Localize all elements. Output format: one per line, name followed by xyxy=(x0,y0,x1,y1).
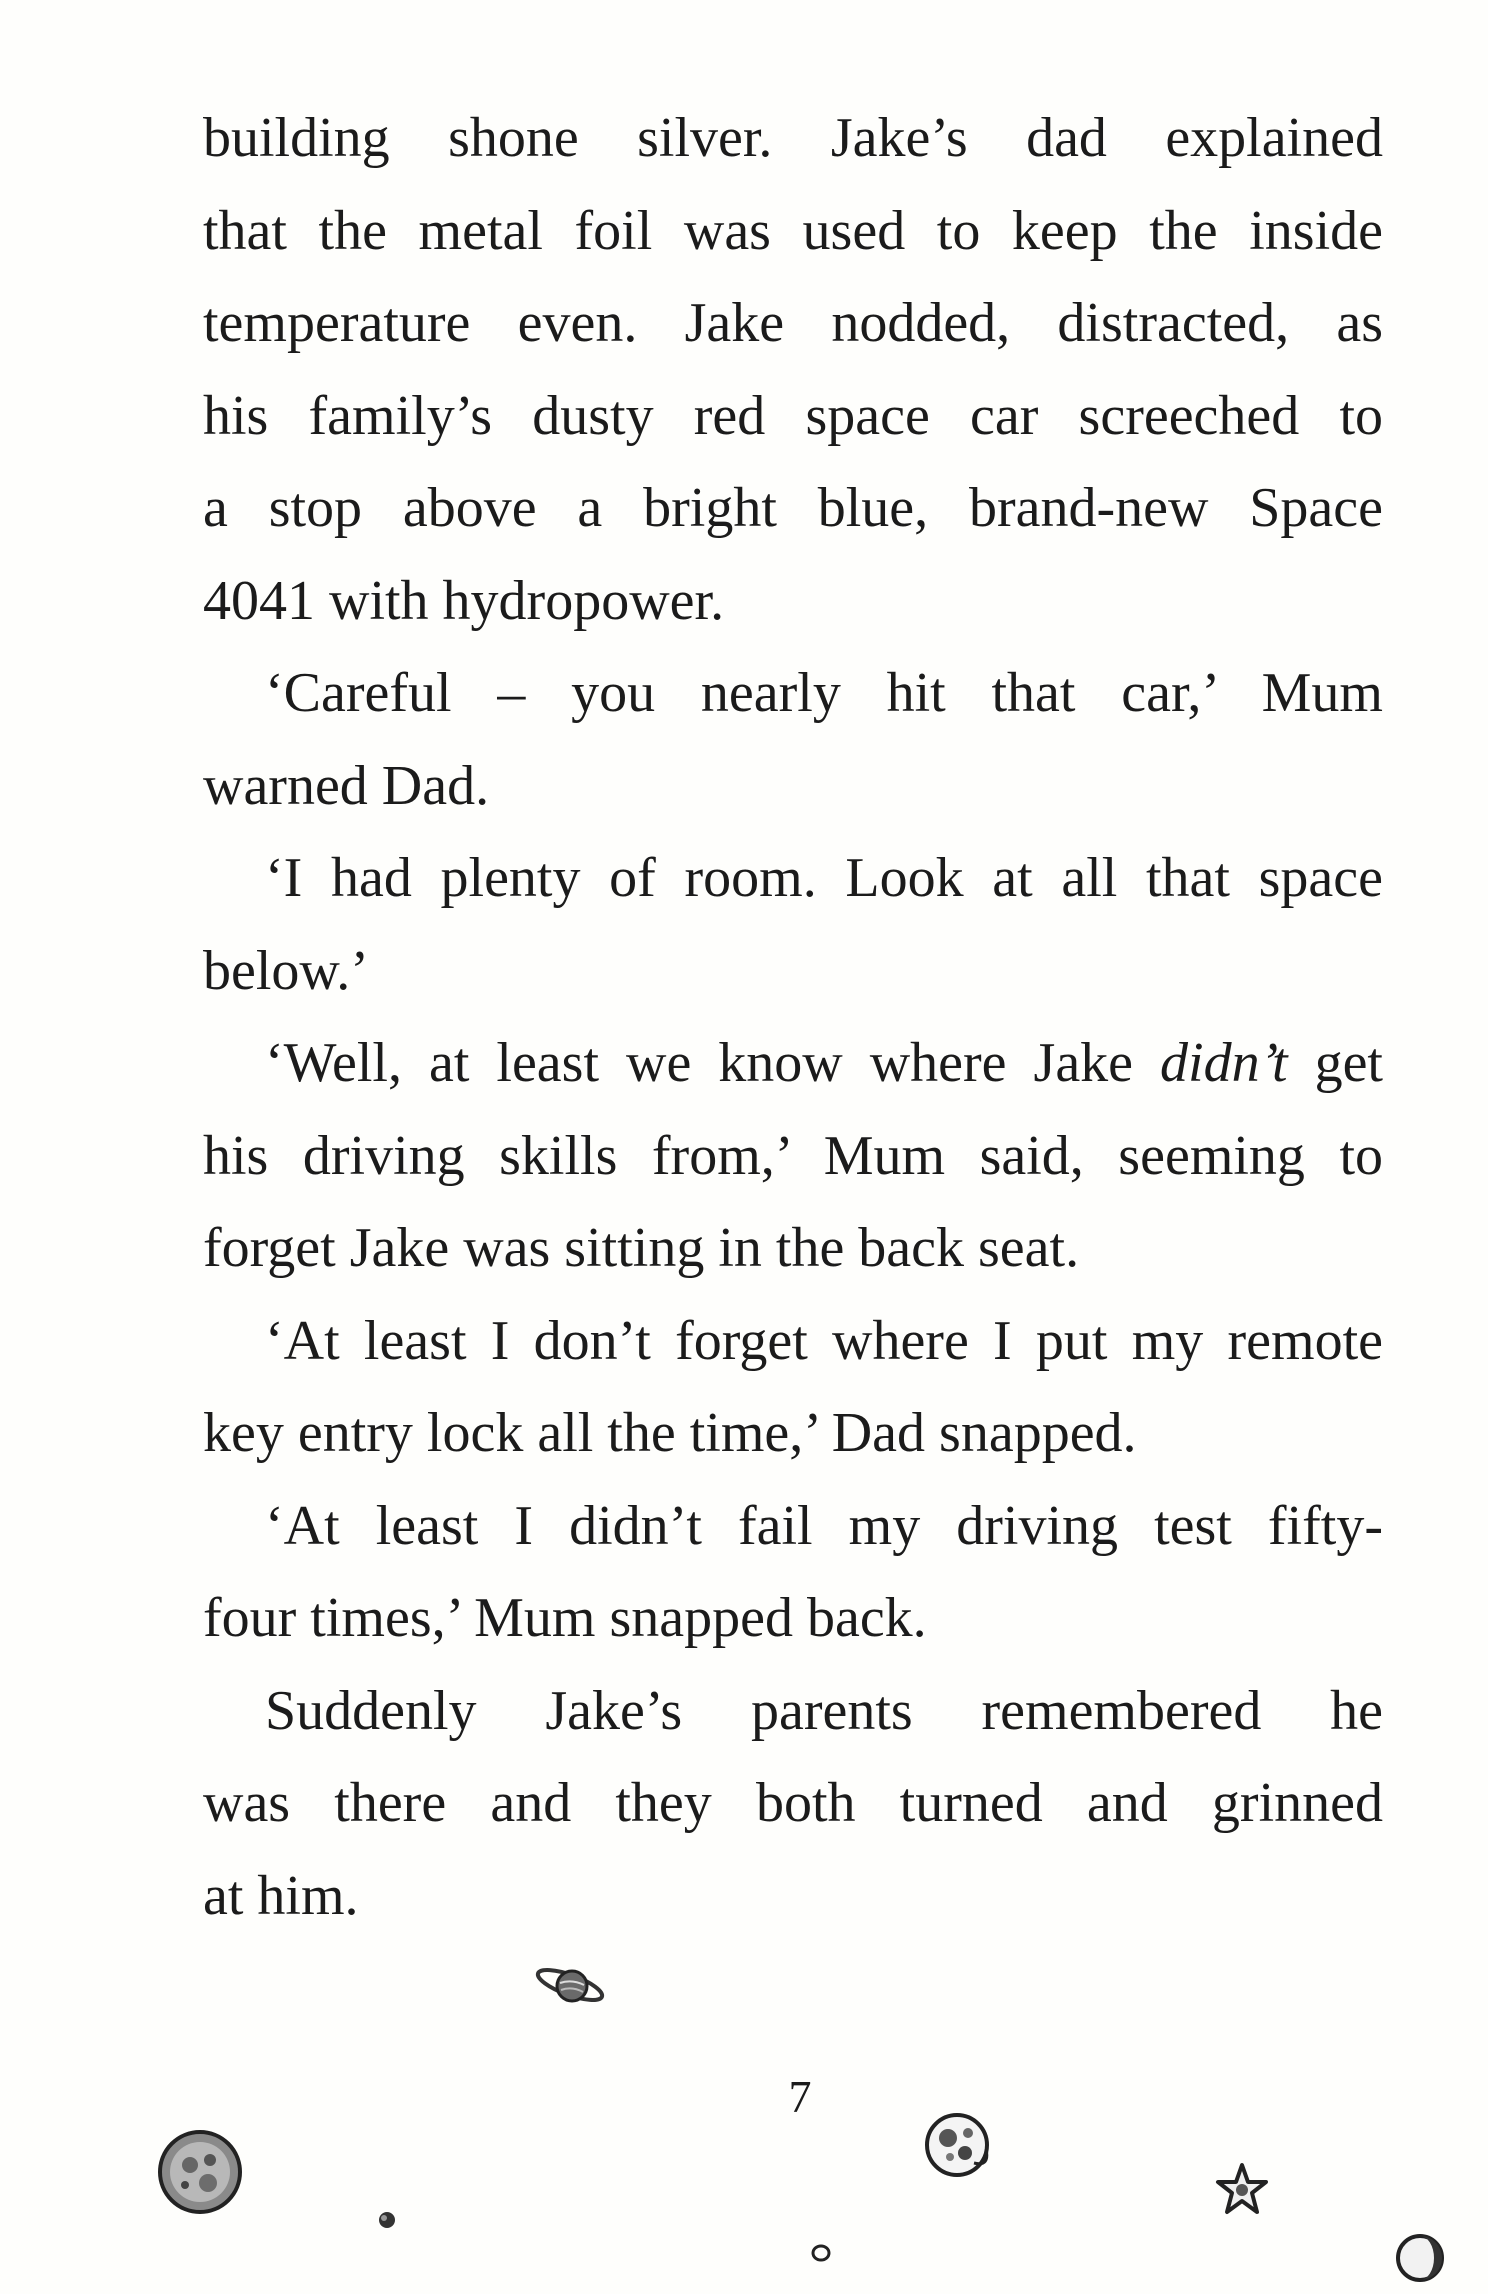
page-number: 7 xyxy=(788,2071,812,2122)
ringed-planet-icon xyxy=(530,1955,610,2015)
text-line: 4041 with hydropower. xyxy=(203,569,725,632)
moon-icon xyxy=(150,2125,250,2220)
text-line: ‘Careful – you nearly hit that car,’ Mum xyxy=(265,662,1383,724)
text-line: four times,’ Mum snapped back. xyxy=(203,1587,927,1649)
text-line: was there and they both turned and grinned xyxy=(203,1772,1383,1834)
text-run: get xyxy=(1287,1032,1383,1094)
text-line: building shone silver. Jake’s dad explained xyxy=(203,107,1383,169)
body-text xyxy=(203,92,1383,1942)
text-line: ‘At least I don’t forget where I put my remote xyxy=(265,1309,1383,1372)
crescent-moon-icon xyxy=(1390,2228,1450,2288)
text-line: that the metal foil was used to keep the inside xyxy=(203,199,1383,262)
small-planet-icon xyxy=(375,2208,399,2232)
text-line: at him. xyxy=(203,1864,359,1927)
text-line: below.’ xyxy=(203,939,369,1002)
paragraph xyxy=(203,92,1383,647)
text-line: his family’s dusty red space car screeched to xyxy=(203,384,1383,447)
cratered-planet-icon xyxy=(912,2105,1002,2185)
paragraph xyxy=(203,832,1383,1017)
text-run: ‘Well, at least we know where Jake xyxy=(265,1032,1161,1094)
star-icon xyxy=(1212,2160,1272,2220)
text-line: ‘At least I didn’t fail my driving test fifty- xyxy=(265,1494,1383,1557)
text-line: his driving skills from,’ Mum said, seeming to xyxy=(203,1124,1383,1187)
paragraph xyxy=(203,1295,1383,1480)
text-line: key entry lock all the time,’ Dad snapped. xyxy=(203,1402,1137,1464)
text-line: warned Dad. xyxy=(203,754,490,817)
text-line: Suddenly Jake’s parents remembered he xyxy=(265,1679,1383,1742)
text-line xyxy=(203,1017,1383,1110)
text-line: ‘I had plenty of room. Look at all that space xyxy=(265,847,1383,909)
paragraph xyxy=(203,1665,1383,1943)
paragraph xyxy=(203,647,1383,832)
text-line: a stop above a bright blue, brand-new Space xyxy=(203,477,1383,539)
paragraph xyxy=(203,1480,1383,1665)
ring-icon xyxy=(808,2240,834,2266)
emphasis-text: didn’t xyxy=(1160,1032,1288,1094)
text-line: forget Jake was sitting in the back seat. xyxy=(203,1217,1080,1279)
text-line: temperature even. Jake nodded, distracted, as xyxy=(203,292,1383,354)
paragraph xyxy=(203,1017,1383,1295)
